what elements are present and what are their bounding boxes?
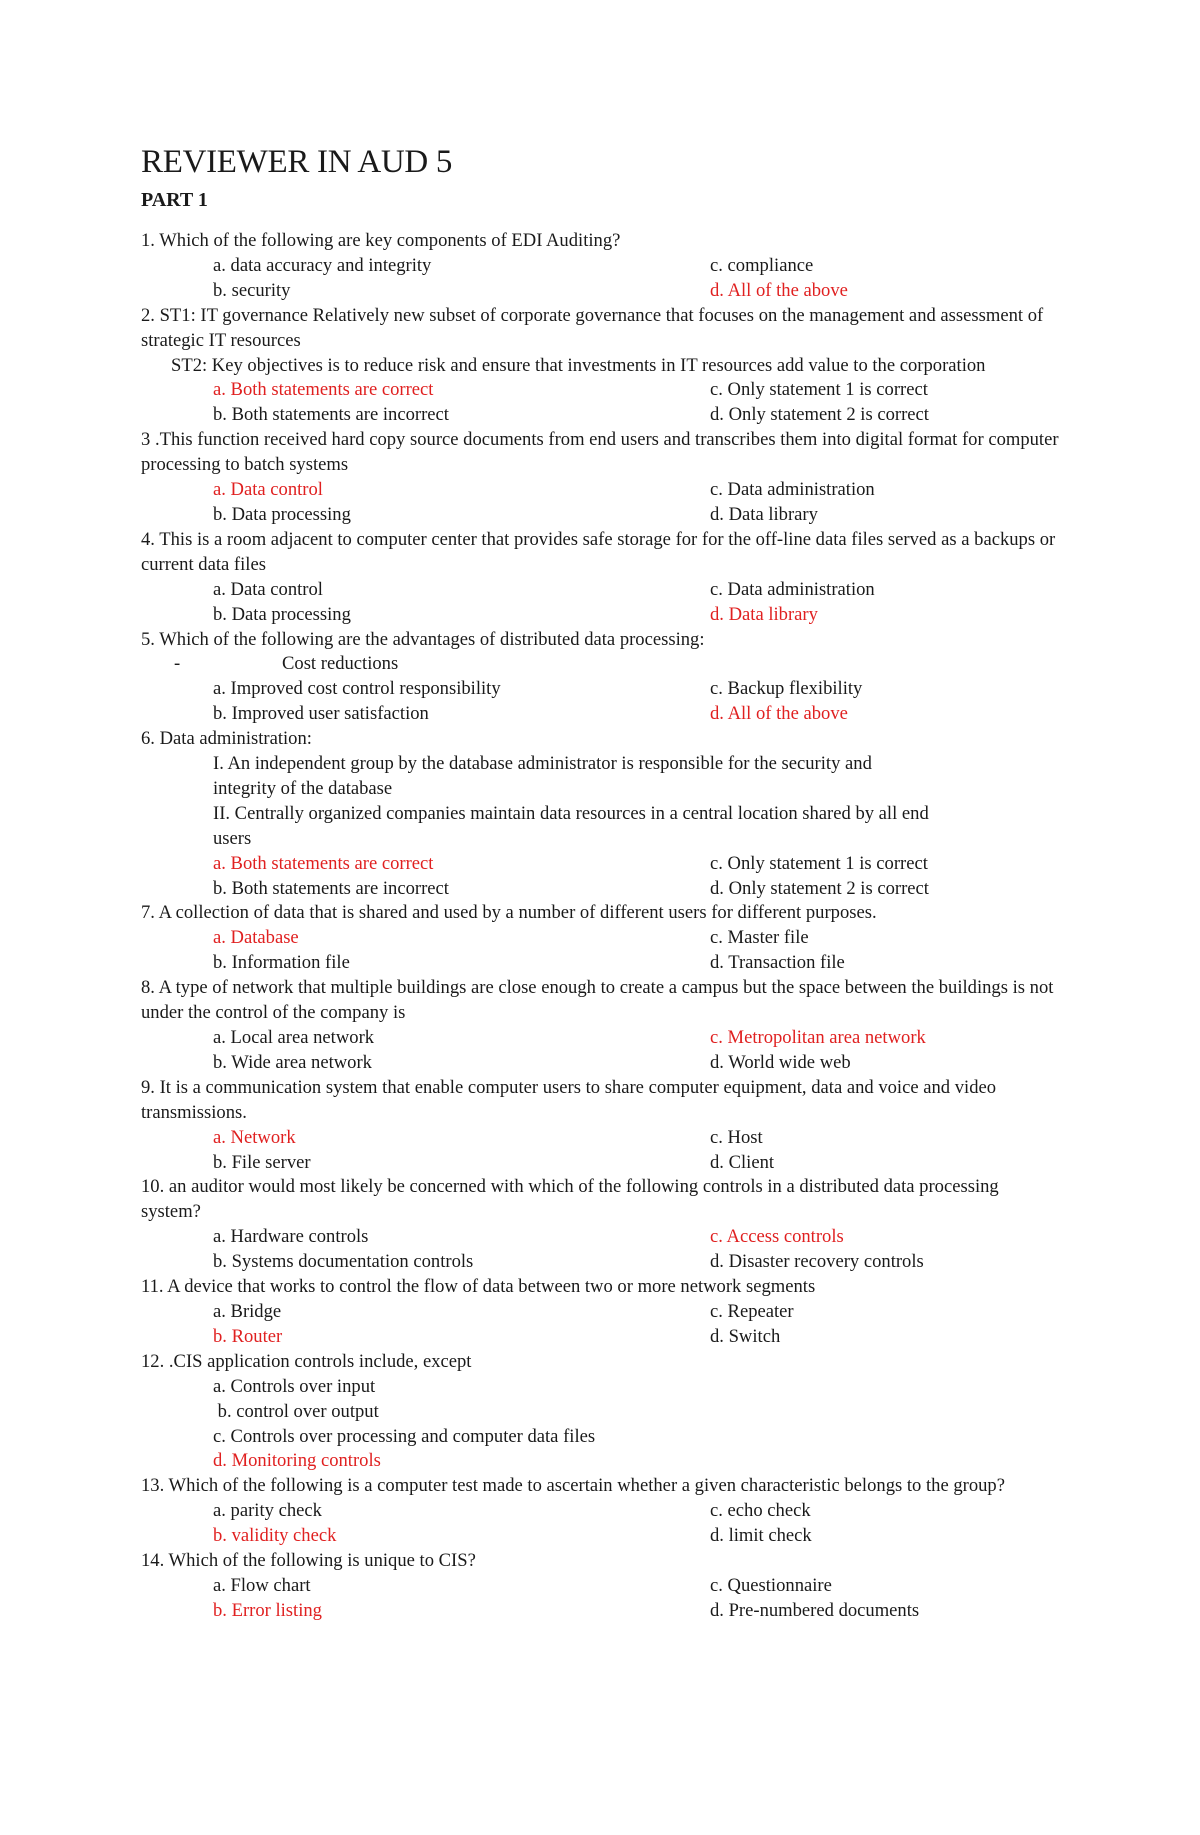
option-c: c. echo check	[710, 1500, 811, 1522]
option-a: a. Hardware controls	[213, 1226, 369, 1248]
document-title: REVIEWER IN AUD 5	[141, 144, 453, 180]
option-d: d. Only statement 2 is correct	[710, 404, 929, 426]
statement-1: I. An independent group by the database administrator is responsible for the security and	[213, 753, 872, 775]
option-b-answer: b. Router	[213, 1325, 283, 1347]
question-text: 3 .This function received hard copy source documents from end users and transcribes them into digital format for computer processing to batch systems	[141, 429, 1059, 476]
option-d: d. World wide web	[710, 1051, 851, 1073]
option-b-answer: b. Error listing	[213, 1599, 322, 1621]
question-text: 10. an auditor would most likely be concerned with which of the following controls in a distributed data processing system?	[141, 1176, 999, 1223]
option-d: d. Only statement 2 is correct	[710, 877, 929, 899]
option-b: b. Data processing	[213, 503, 351, 525]
question-text: 13. Which of the following is a computer test made to ascertain whether a given characteristic belongs to the group?	[141, 1475, 1005, 1497]
document-page	[141, 142, 1061, 1624]
question-8	[141, 976, 1061, 1076]
option-a-answer: a. Network	[213, 1126, 296, 1148]
question-text: 14. Which of the following is unique to CIS?	[141, 1550, 476, 1572]
statement-1-cont: integrity of the database	[213, 777, 393, 799]
option-c: c. compliance	[710, 254, 814, 276]
option-c: c. Host	[710, 1126, 763, 1148]
question-text: 8. A type of network that multiple buildings are close enough to create a campus but the space between the buildings is not under the control of the company is	[141, 977, 1054, 1024]
option-a-answer: a. Data control	[213, 479, 323, 501]
question-3	[141, 428, 1061, 528]
option-b: b. Both statements are incorrect	[213, 877, 449, 899]
option-b: b. Improved user satisfaction	[213, 703, 429, 725]
statement-2: II. Centrally organized companies maintain data resources in a central location shared by all end	[213, 802, 929, 824]
question-9	[141, 1076, 1061, 1176]
option-c: c. Controls over processing and computer data files	[213, 1425, 596, 1447]
option-d: d. Transaction file	[710, 952, 845, 974]
option-a: a. parity check	[213, 1500, 322, 1522]
option-a-answer: a. Both statements are correct	[213, 379, 434, 401]
question-13	[141, 1474, 1061, 1549]
option-d-answer: d. Data library	[710, 603, 818, 625]
part-heading: PART 1	[141, 189, 208, 211]
option-d-answer: d. All of the above	[710, 279, 848, 301]
question-5	[141, 628, 1061, 728]
option-d: d. Disaster recovery controls	[710, 1251, 924, 1273]
bullet-item	[141, 652, 1061, 677]
option-a: a. Flow chart	[213, 1574, 311, 1596]
question-text: 1. Which of the following are key components of EDI Auditing?	[141, 230, 621, 251]
option-c-answer: c. Access controls	[710, 1226, 844, 1248]
option-d: d. Data library	[710, 503, 818, 525]
option-b: b. Both statements are incorrect	[213, 404, 449, 426]
question-12	[141, 1350, 1061, 1475]
option-a: a. Bridge	[213, 1300, 282, 1322]
option-c: c. Data administration	[710, 479, 875, 501]
option-a: a. data accuracy and integrity	[213, 254, 432, 276]
option-b: b. Wide area network	[213, 1051, 372, 1073]
question-1	[141, 229, 1061, 304]
option-b: b. File server	[213, 1151, 311, 1173]
bullet-text: Cost reductions	[282, 653, 399, 675]
option-c: c. Repeater	[710, 1300, 794, 1322]
option-c: c. Only statement 1 is correct	[710, 379, 928, 401]
option-a-answer: a. Database	[213, 927, 299, 949]
option-d: d. Pre-numbered documents	[710, 1599, 920, 1621]
bullet-dash: -	[174, 653, 181, 675]
question-text: 9. It is a communication system that enable computer users to share computer equipment, data and voice and video transmissions.	[141, 1076, 997, 1123]
option-c: c. Questionnaire	[710, 1574, 832, 1596]
question-2	[141, 304, 1061, 429]
question-10	[141, 1175, 1061, 1275]
option-d-answer: d. All of the above	[710, 703, 848, 725]
option-b: b. control over output	[213, 1400, 379, 1422]
option-d: d. Switch	[710, 1325, 781, 1347]
question-11	[141, 1275, 1061, 1350]
option-c-answer: c. Metropolitan area network	[710, 1027, 926, 1048]
option-b: b. Information file	[213, 952, 350, 974]
option-b: b. Systems documentation controls	[213, 1251, 474, 1273]
question-text: 2. ST1: IT governance Relatively new subset of corporate governance that focuses on the management and assessment of strategic IT resources	[141, 304, 1044, 351]
question-text: 7. A collection of data that is shared and used by a number of different users for different purposes.	[141, 902, 877, 924]
option-d: d. Client	[710, 1151, 775, 1173]
question-text: 4. This is a room adjacent to computer center that provides safe storage for for the off-line data files served as a backups or current data files	[141, 528, 1056, 575]
question-text: 11. A device that works to control the flow of data between two or more network segments	[141, 1276, 816, 1298]
option-c: c. Data administration	[710, 578, 875, 600]
option-b-answer: b. validity check	[213, 1525, 337, 1547]
option-a-answer: a. Both statements are correct	[213, 852, 434, 874]
statement-2-cont: users	[213, 827, 252, 849]
option-c: c. Master file	[710, 927, 809, 949]
question-6	[141, 727, 1061, 901]
option-a: a. Data control	[213, 578, 323, 600]
option-c: c. Only statement 1 is correct	[710, 852, 928, 874]
option-b: b. security	[213, 279, 291, 301]
option-d-answer: d. Monitoring controls	[213, 1450, 381, 1472]
question-text: 5. Which of the following are the advantages of distributed data processing:	[141, 628, 705, 650]
option-b: b. Data processing	[213, 603, 351, 625]
question-text: 12. .CIS application controls include, except	[141, 1350, 472, 1372]
option-d: d. limit check	[710, 1525, 812, 1547]
question-text: 6. Data administration:	[141, 728, 312, 750]
question-4	[141, 528, 1061, 628]
question-7	[141, 901, 1061, 976]
question-statement-2: ST2: Key objectives is to reduce risk and ensure that investments in IT resources add value to the corporation	[171, 354, 986, 376]
question-14	[141, 1549, 1061, 1624]
option-a: a. Improved cost control responsibility	[213, 678, 501, 700]
option-c: c. Backup flexibility	[710, 678, 863, 700]
option-a: a. Local area network	[213, 1027, 375, 1048]
option-a: a. Controls over input	[213, 1375, 376, 1397]
